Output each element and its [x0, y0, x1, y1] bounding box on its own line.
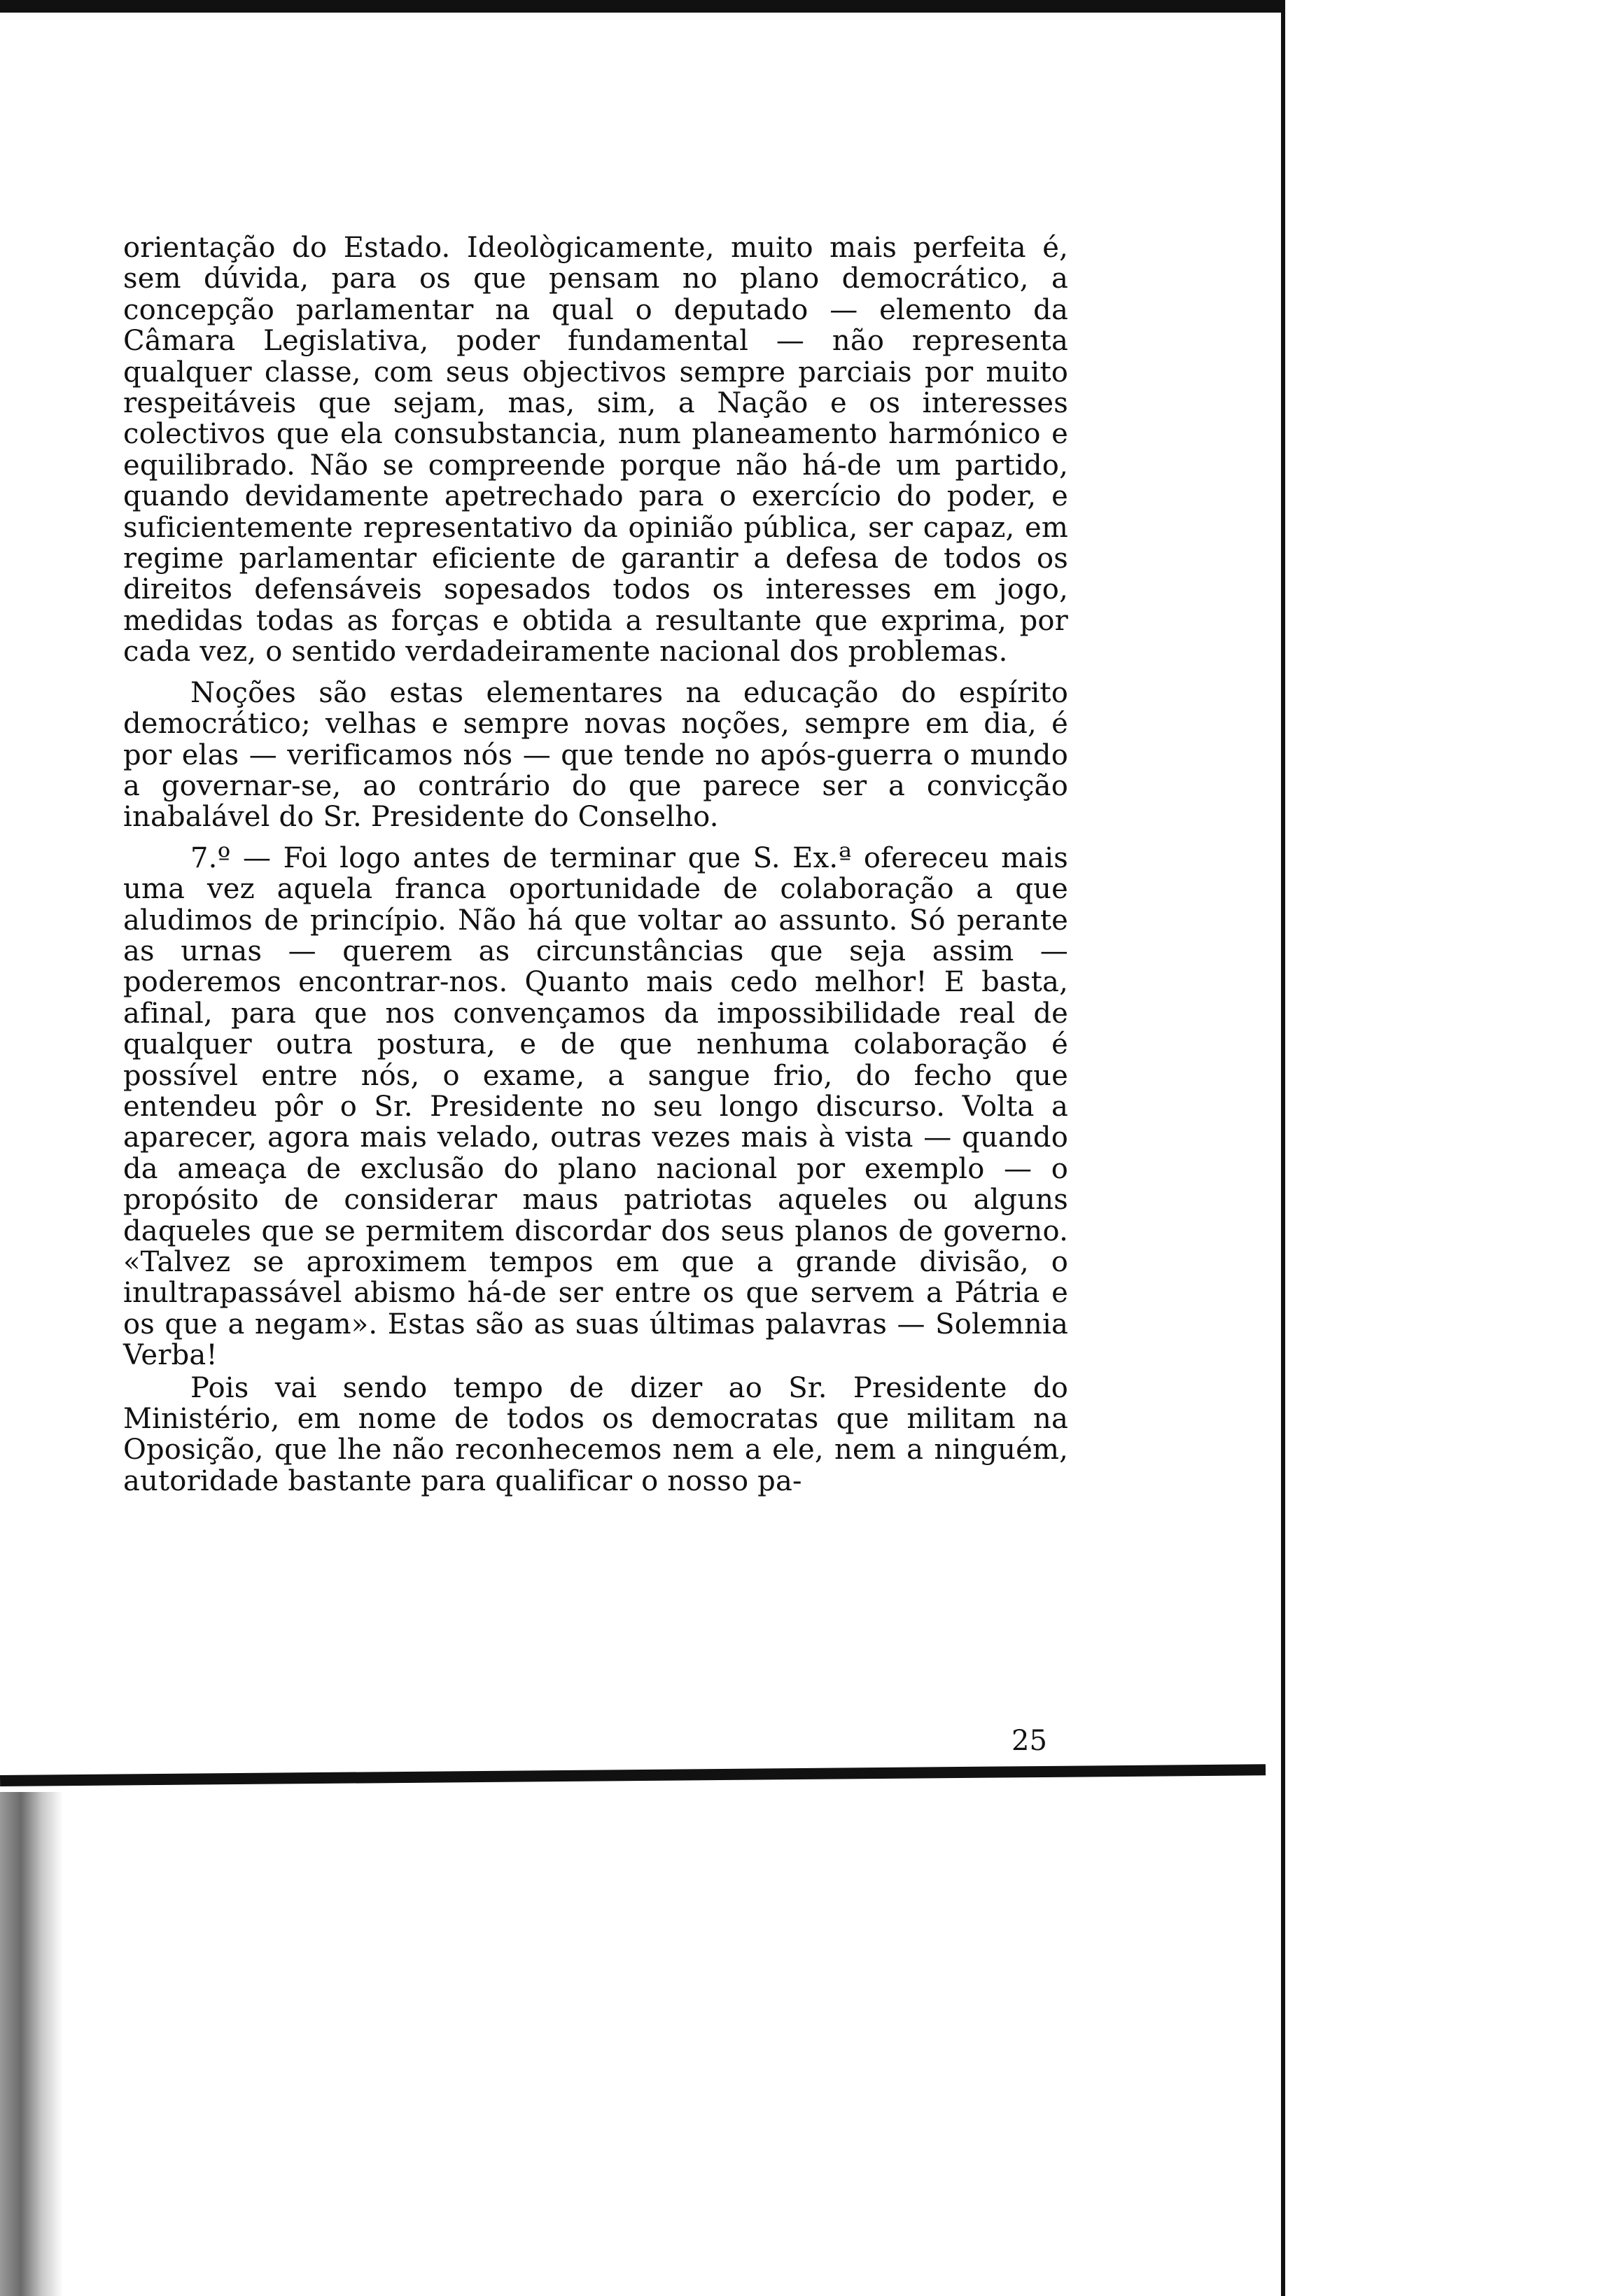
- page-number: 25: [1011, 1725, 1047, 1757]
- paragraph: 7.º — Foi logo antes de terminar que S. Ex.ª ofereceu mais uma vez aquela franca oportunidade de colaboração a que aludimos de princípio. Não há que voltar ao assunto. Só perante as urnas — querem as circunstâncias que seja assim — poderemos encontrar-nos. Quanto mais cedo melhor! E basta, afinal, para que nos convençamos da impossibilidade real de qualquer outra postura, e de que nenhuma colaboração é possível entre nós, o exame, a sangue frio, do fecho que entendeu pôr o Sr. Presidente no seu longo discurso. Volta a aparecer, agora mais velado, outras vezes mais à vista — quando da ameaça de exclusão do plano nacional por exemplo — o propósito de considerar maus patriotas aqueles ou alguns daqueles que se permitem discordar dos seus planos de governo. «Talvez se aproximem tempos em que a grande divisão, o inultrapassável abismo há-de ser entre os que servem a Pátria e os que a negam». Estas são as suas últimas palavras — Solemnia Verba!: [123, 841, 1068, 1372]
- page-right-edge: [1281, 0, 1624, 2296]
- body-text: [123, 232, 1068, 1497]
- page-bottom-edge: [0, 1764, 1266, 1786]
- paragraph: Pois vai sendo tempo de dizer ao Sr. Presidente do Ministério, em nome de todos os democratas que militam na Oposição, que lhe não reconhecemos nem a ele, nem a ninguém, autoridade bastante para qualificar o nosso pa-: [123, 1371, 1068, 1497]
- paragraph: Noções são estas elementares na educação do espírito democrático; velhas e sempre novas noções, sempre em dia, é por elas — verificamos nós — que tende no após-guerra o mundo a governar-se, ao contrário do que parece ser a convicção inabalável do Sr. Presidente do Conselho.: [123, 676, 1068, 834]
- page-top-edge: [0, 0, 1295, 13]
- paragraph: orientação do Estado. Ideològicamente, muito mais perfeita é, sem dúvida, para os que pensam no plano democrático, a concepção parlamentar na qual o deputado — elemento da Câmara Legislativa, poder fundamental — não representa qualquer classe, com seus objectivos sempre parciais por muito respeitáveis que sejam, mas, sim, a Nação e os interesses colectivos que ela consubstancia, num planeamento harmónico e equilibrado. Não se compreende porque não há-de um partido, quando devidamente apetrechado para o exercício do poder, e suficientemente representativo da opinião pública, ser capaz, em regime parlamentar eficiente de garantir a defesa de todos os direitos defensáveis sopesados todos os interesses em jogo, medidas todas as forças e obtida a resultante que exprima, por cada vez, o sentido verdadeiramente nacional dos problemas.: [123, 232, 1068, 668]
- binding-shadow: [0, 1792, 63, 2296]
